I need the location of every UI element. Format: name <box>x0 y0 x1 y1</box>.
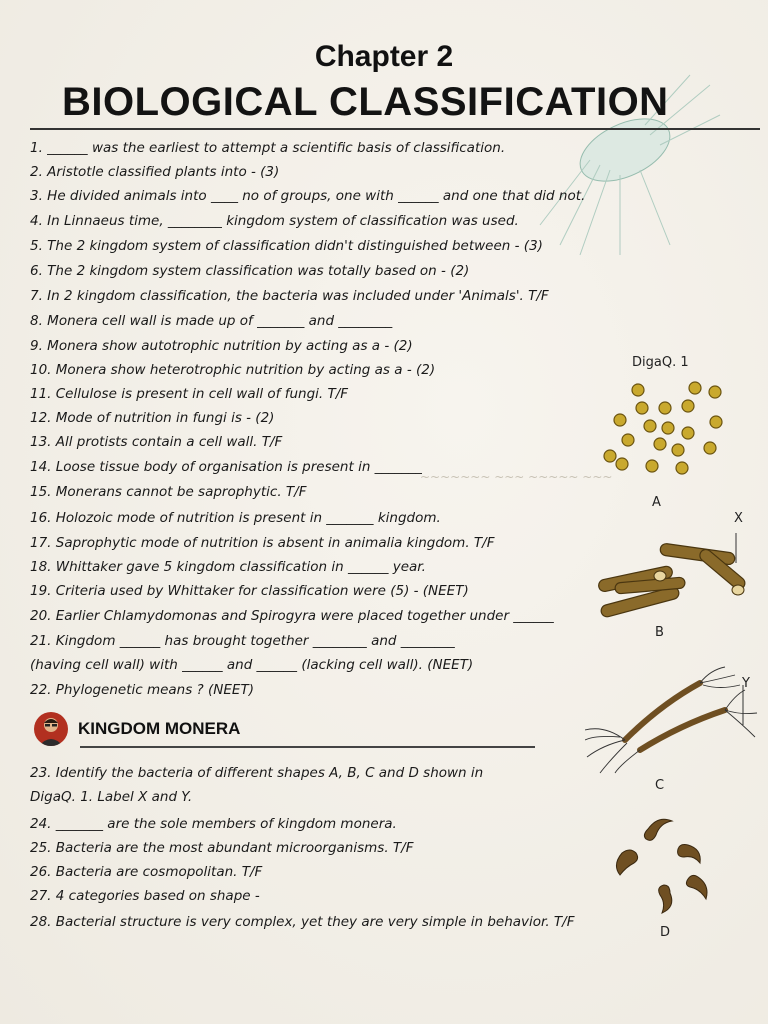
chapter-label: Chapter 2 <box>314 40 454 73</box>
question-23-continued: DigaQ. 1. Label X and Y. <box>30 789 193 805</box>
section-title: KINGDOM MONERA <box>78 719 241 738</box>
figure-label-d: D <box>660 925 671 940</box>
question-16: 16. Holozoic mode of nutrition is present in _______ kingdom. <box>30 510 441 526</box>
question-5: 5. The 2 kingdom system of classification didn't distinguished between - (3) <box>30 238 543 254</box>
section-divider <box>80 746 535 748</box>
figure-label-b: B <box>655 625 664 640</box>
question-25: 25. Bacteria are the most abundant microorganisms. T/F <box>30 840 414 856</box>
question-12: 12. Mode of nutrition in fungi is - (2) <box>30 410 275 426</box>
question-15: 15. Monerans cannot be saprophytic. T/F <box>30 484 307 500</box>
question-26: 26. Bacteria are cosmopolitan. T/F <box>30 864 263 880</box>
figure-d-vibrio <box>610 815 720 915</box>
question-6: 6. The 2 kingdom system classification was totally based on - (2) <box>30 263 470 279</box>
figure-label-y: Y <box>742 676 750 691</box>
question-9: 9. Monera show autotrophic nutrition by acting as a - (2) <box>30 338 413 354</box>
question-2: 2. Aristotle classified plants into - (3) <box>30 164 280 180</box>
question-11: 11. Cellulose is present in cell wall of fungi. T/F <box>30 386 349 402</box>
question-23: 23. Identify the bacteria of different shapes A, B, C and D shown in <box>30 765 484 781</box>
figure-a-cocci <box>590 378 740 488</box>
title-divider <box>30 128 760 130</box>
question-10: 10. Monera show heterotrophic nutrition by acting as a - (2) <box>30 362 436 378</box>
question-24: 24. _______ are the sole members of kingdom monera. <box>30 816 397 832</box>
question-20: 20. Earlier Chlamydomonas and Spirogyra were placed together under ______ <box>30 608 554 624</box>
question-21: 21. Kingdom ______ has brought together ________ and ________ <box>30 633 455 649</box>
question-3: 3. He divided animals into ____ no of groups, one with ______ and one that did not. <box>30 188 586 204</box>
question-21-continued: (having cell wall) with ______ and ______ (lacking cell wall). (NEET) <box>30 657 474 673</box>
question-7: 7. In 2 kingdom classification, the bacteria was included under 'Animals'. T/F <box>30 288 549 304</box>
question-28: 28. Bacterial structure is very complex, yet they are very simple in behavior. T/F <box>30 914 575 930</box>
person-icon <box>34 712 68 746</box>
question-1: 1. ______ was the earliest to attempt a scientific basis of classification. <box>30 140 506 156</box>
avatar <box>34 712 68 746</box>
question-14: 14. Loose tissue body of organisation is present in _______ <box>30 459 422 475</box>
section-header <box>34 712 240 746</box>
figure-caption: DigaQ. 1 <box>632 355 689 370</box>
question-18: 18. Whittaker gave 5 kingdom classification in ______ year. <box>30 559 426 575</box>
question-22: 22. Phylogenetic means ? (NEET) <box>30 682 254 698</box>
figure-label-a: A <box>652 495 661 510</box>
page-title: BIOLOGICAL CLASSIFICATION <box>62 80 669 124</box>
question-17: 17. Saprophytic mode of nutrition is absent in animalia kingdom. T/F <box>30 535 495 551</box>
question-4: 4. In Linnaeus time, ________ kingdom system of classification was used. <box>30 213 519 229</box>
question-8: 8. Monera cell wall is made up of _______ and ________ <box>30 313 393 329</box>
question-19: 19. Criteria used by Whittaker for classification were (5) - (NEET) <box>30 583 469 599</box>
figure-b-bacilli <box>590 528 750 623</box>
figure-label-c: C <box>655 778 665 793</box>
question-27: 27. 4 categories based on shape - <box>30 888 260 904</box>
figure-label-x: X <box>734 511 743 526</box>
question-13: 13. All protists contain a cell wall. T/F <box>30 434 283 450</box>
show-through-text: ~~~~~~~ ~~~ ~~~~~ ~~~ <box>420 470 613 484</box>
figure-c-flagellated-bacteria <box>585 665 760 775</box>
